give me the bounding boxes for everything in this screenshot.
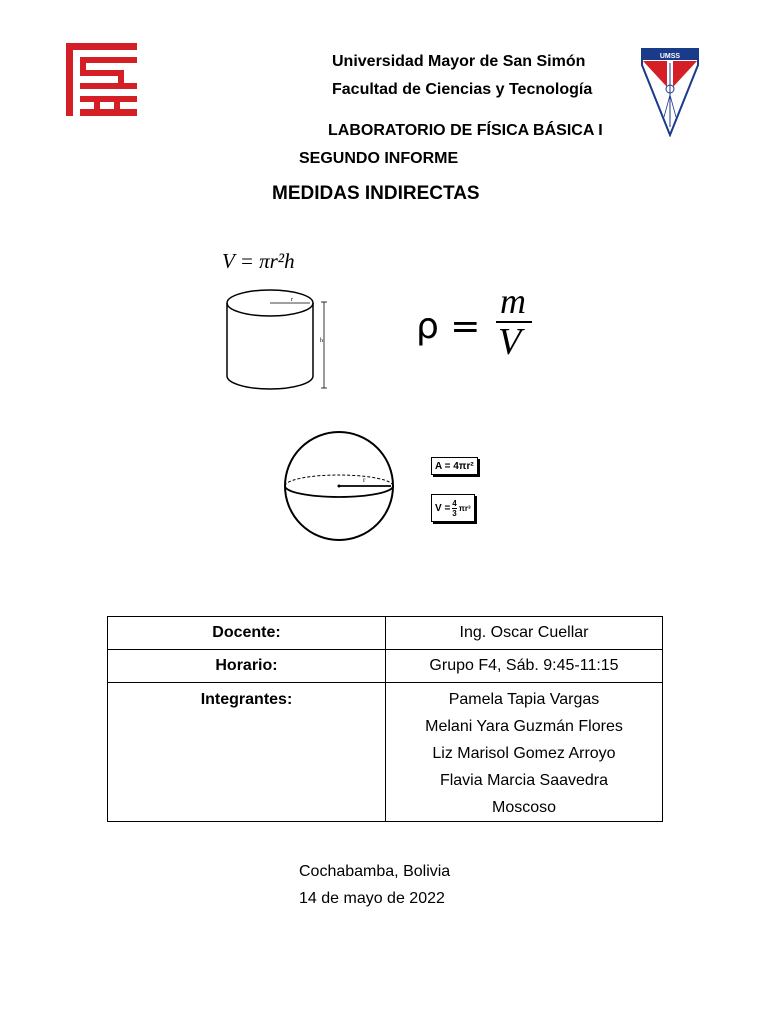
density-formula [416, 281, 536, 368]
sphere-volume-rhs: πr³ [458, 503, 471, 513]
lab-name: LABORATORIO DE FÍSICA BÁSICA I [328, 122, 603, 139]
umss-logo [640, 47, 700, 137]
sphere-volume-fraction [452, 499, 456, 518]
member-item: Moscoso [491, 799, 557, 816]
table-row [108, 683, 663, 822]
cylinder-r-label: r [291, 297, 293, 303]
horario-label: Horario: [108, 650, 386, 683]
table-row [108, 617, 663, 650]
density-denominator: V [498, 321, 522, 363]
docente-value: Ing. Oscar Cuellar [386, 617, 663, 650]
docente-label: Docente: [108, 617, 386, 650]
footer-date: 14 de mayo de 2022 [299, 890, 445, 907]
university-name: Universidad Mayor de San Simón [332, 53, 586, 70]
density-lhs: ρ = [416, 306, 481, 347]
cylinder-h-label: h [320, 338, 323, 344]
sphere-volume-numerator: 4 [452, 498, 457, 508]
faculty-name: Facultad de Ciencias y Tecnología [332, 81, 593, 98]
member-item: Flavia Marcia Saavedra [439, 772, 609, 789]
footer-city: Cochabamba, Bolivia [299, 863, 451, 880]
sphere-volume-denominator: 3 [452, 508, 457, 518]
info-table [107, 616, 663, 822]
sphere-volume-lhs: V = [435, 502, 451, 514]
density-numerator: m [500, 281, 526, 321]
fcyt-logo [66, 43, 137, 116]
umss-logo-text: UMSS [659, 53, 681, 60]
member-item: Liz Marisol Gomez Arroyo [432, 745, 616, 762]
member-item: Melani Yara Guzmán Flores [425, 718, 623, 735]
report-name: SEGUNDO INFORME [299, 150, 459, 167]
horario-value: Grupo F4, Sáb. 9:45-11:15 [386, 650, 663, 683]
cylinder-diagram [220, 286, 335, 394]
integrantes-list [386, 683, 663, 822]
sphere-volume-formula [431, 494, 475, 522]
cylinder-formula: V = πr²h [222, 249, 295, 273]
table-row [108, 650, 663, 683]
member-item: Pamela Tapia Vargas [448, 691, 600, 708]
page-title: MEDIDAS INDIRECTAS [272, 183, 480, 204]
sphere-diagram [281, 430, 399, 546]
sphere-r-label: r [363, 476, 366, 484]
sphere-area-formula: A = 4πr² [431, 457, 478, 475]
integrantes-label: Integrantes: [108, 683, 386, 822]
